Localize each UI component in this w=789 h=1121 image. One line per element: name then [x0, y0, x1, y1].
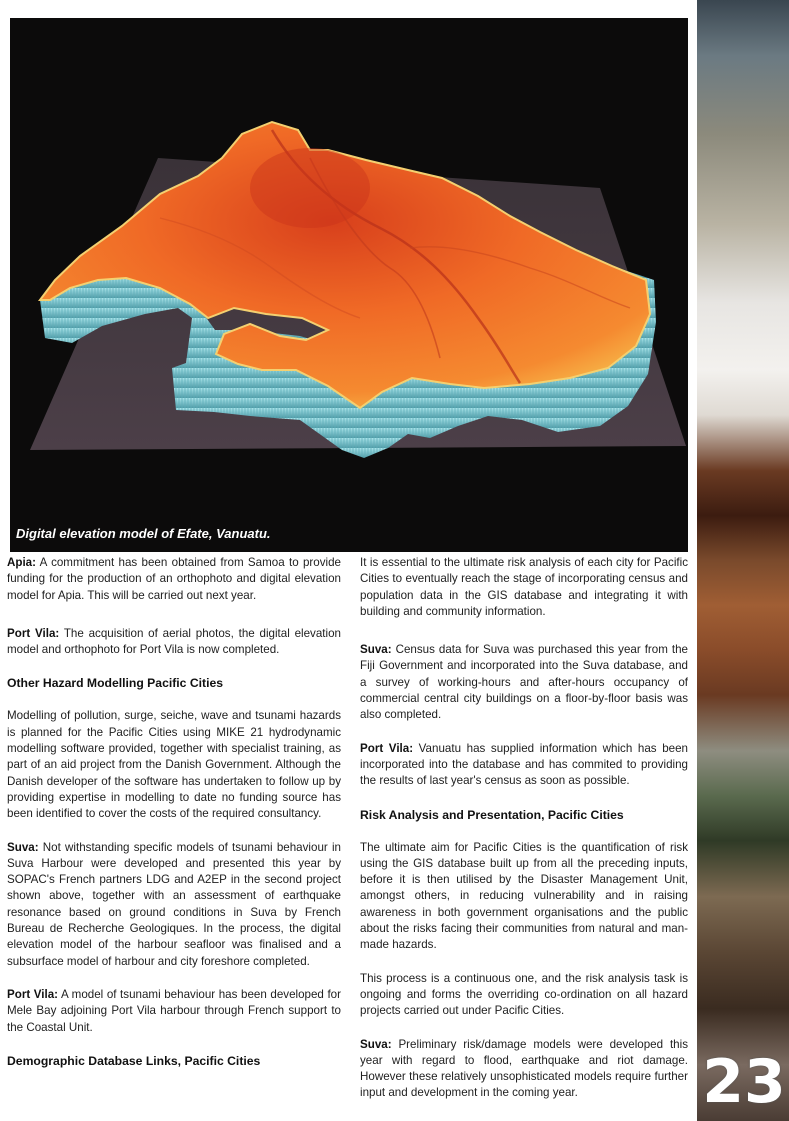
section-strip [697, 0, 789, 1121]
heading-risk-analysis: Risk Analysis and Presentation, Pacific Cities [360, 807, 624, 822]
figure-caption: Digital elevation model of Efate, Vanuatu. [16, 526, 271, 541]
paragraph-modelling: Modelling of pollution, surge, seiche, wave and tsunami hazards is planned for the Pacific Cities using MIKE 21 hydrodynamic modelling software provided, together with specialist training, as part of an aid project from the Danish Government. Although the Danish developer of the software has undertaken to follow up by providing expertise in modelling to date no funding source has been identified to cover the costs of the required consultancy. [7, 709, 341, 821]
paragraph-label: Port Vila: [360, 741, 414, 755]
paragraph-label: Port Vila: [7, 987, 59, 1001]
paragraph-text: Vanuatu has supplied information which has been incorporated into the database and has commited to providing the results of last year's census as soon as possible. [360, 741, 688, 788]
paragraph-port-vila-1 [7, 626, 341, 659]
paragraph-text: Not withstanding specific models of tsunami behaviour in Suva Harbour were developed and presented this year by SOPAC's French partners LDG and A2EP in the second project shown above, together with an assessment of earthquake resonance based on ground conditions in Suva by French Bureau de Recherche Geologiques. In the process, the digital elevation model of the harbour seafloor was finalised and a subsurface model of harbour and city foreshore completed. [7, 840, 341, 968]
section-title [697, 0, 789, 580]
paragraph-text: A model of tsunami behaviour has been developed for Mele Bay adjoining Port Vila harbour through French support to the Coastal Unit. [7, 987, 341, 1034]
paragraph-port-vila-2 [7, 987, 341, 1036]
paragraph-label: Port Vila: [7, 626, 60, 640]
heading-other-hazard-modelling: Other Hazard Modelling Pacific Cities [7, 676, 224, 691]
paragraph-risk: The ultimate aim for Pacific Cities is the quantification of risk using the GIS database built up from all the preceding inputs, before it is then utilised by the Disaster Management Unit, amongst others, in reducing vulnerability and in raising awareness in both government organisations and the public about the risks facing their communities from natural and man-made hazards. [360, 840, 688, 952]
paragraph-label: Suva: [360, 1037, 392, 1051]
paragraph-process: This process is a continuous one, and the risk analysis task is ongoing and forms the overriding co-ordination on all hazard projects carried out under Pacific Cities. [360, 971, 688, 1018]
paragraph-intro: It is essential to the ultimate risk analysis of each city for Pacific Cities to eventually reach the stage of incorporating census and population data in the GIS database and integrating it with building and community information. [360, 556, 688, 618]
paragraph-suva-2 [360, 642, 688, 723]
dem-peak [250, 148, 370, 228]
right-column [360, 555, 688, 1102]
left-column [7, 555, 341, 1069]
dem-figure [10, 18, 688, 552]
paragraph-text: A commitment has been obtained from Samoa to provide funding for the production of an orthophoto and digital elevation model for Apia. This will be carried out next year. [7, 556, 341, 602]
paragraph-label: Suva: [7, 840, 39, 854]
dem-illustration [10, 18, 688, 552]
page-number: 23 [702, 1047, 786, 1117]
paragraph-label: Apia: [7, 556, 36, 569]
paragraph-suva-1 [7, 840, 341, 970]
heading-demographic-database: Demographic Database Links, Pacific Cities [7, 1053, 261, 1068]
paragraph-suva-3 [360, 1037, 688, 1102]
paragraph-text: Preliminary risk/damage models were developed this year with regard to flood, earthquake and riot damage. However these relatively unsophisticated models require further input and development in the coming year. [360, 1037, 688, 1100]
paragraph-text: Census data for Suva was purchased this year from the Fiji Government and incorporated into the Suva database, and a survey of working-hours and after-hours occupancy of commercial central city buildings on a floor-by-floor basis was also completed. [360, 643, 688, 722]
paragraph-port-vila-3 [360, 741, 688, 790]
paragraph-apia [7, 555, 341, 604]
paragraph-text: The acquisition of aerial photos, the digital elevation model and orthophoto for Port Vila is now completed. [7, 626, 341, 657]
paragraph-label: Suva: [360, 643, 392, 657]
